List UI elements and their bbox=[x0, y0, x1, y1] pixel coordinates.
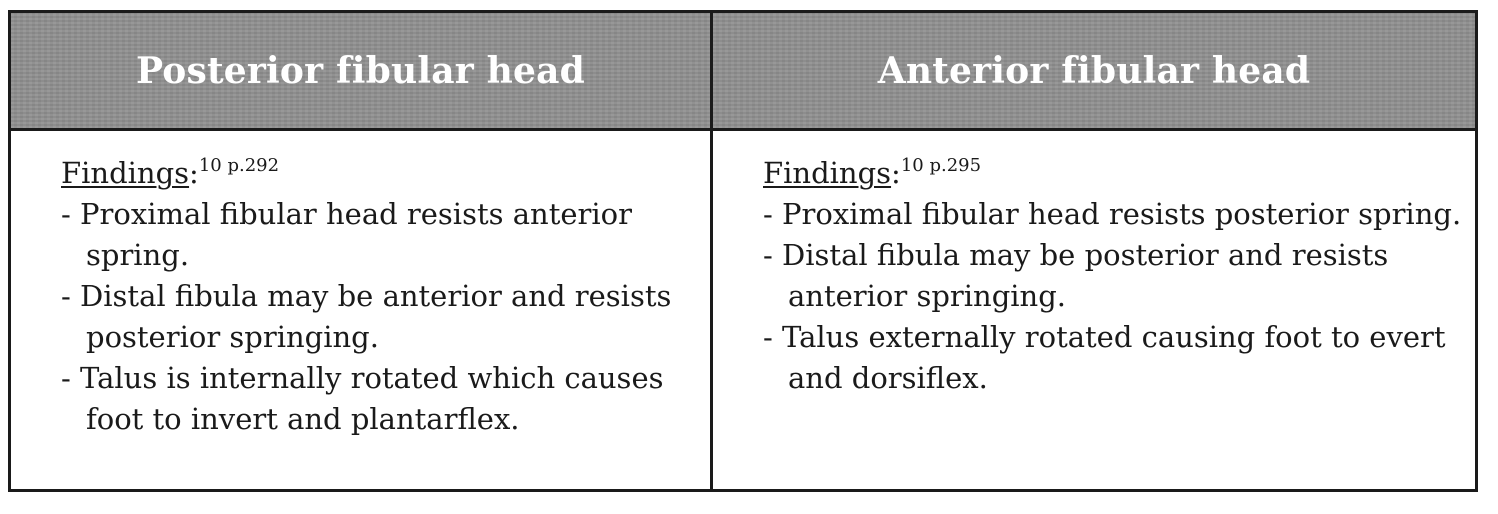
list-item: - Talus is internally rotated which causes foot to invert and plantarflex. bbox=[61, 361, 664, 436]
header-anterior-fibular-head bbox=[713, 13, 1475, 131]
comparison-table bbox=[8, 10, 1478, 492]
column-title: Anterior fibular head bbox=[877, 49, 1311, 92]
findings-colon: : bbox=[189, 156, 199, 190]
cell-posterior-findings bbox=[11, 131, 713, 489]
findings-label: Findings bbox=[61, 156, 190, 190]
findings-colon: : bbox=[891, 156, 901, 190]
reference-citation: 10 p.292 bbox=[198, 155, 280, 176]
list-item: - Proximal fibular head resists posterior spring. bbox=[763, 197, 1462, 231]
header-posterior-fibular-head bbox=[11, 13, 713, 131]
findings-list bbox=[763, 194, 1475, 399]
list-item: - Proximal fibular head resists anterior spring. bbox=[61, 197, 632, 272]
reference-citation: 10 p.295 bbox=[900, 155, 982, 176]
cell-anterior-findings bbox=[713, 131, 1475, 489]
list-item: - Distal fibula may be anterior and resists posterior springing. bbox=[61, 279, 672, 354]
findings-heading bbox=[763, 153, 1475, 194]
list-item: - Talus externally rotated causing foot to evert and dorsiflex. bbox=[763, 320, 1446, 395]
findings-heading bbox=[61, 153, 710, 194]
column-title: Posterior fibular head bbox=[135, 49, 586, 92]
list-item: - Distal fibula may be posterior and resists anterior springing. bbox=[763, 238, 1389, 313]
findings-label: Findings bbox=[763, 156, 892, 190]
findings-list bbox=[61, 194, 710, 440]
